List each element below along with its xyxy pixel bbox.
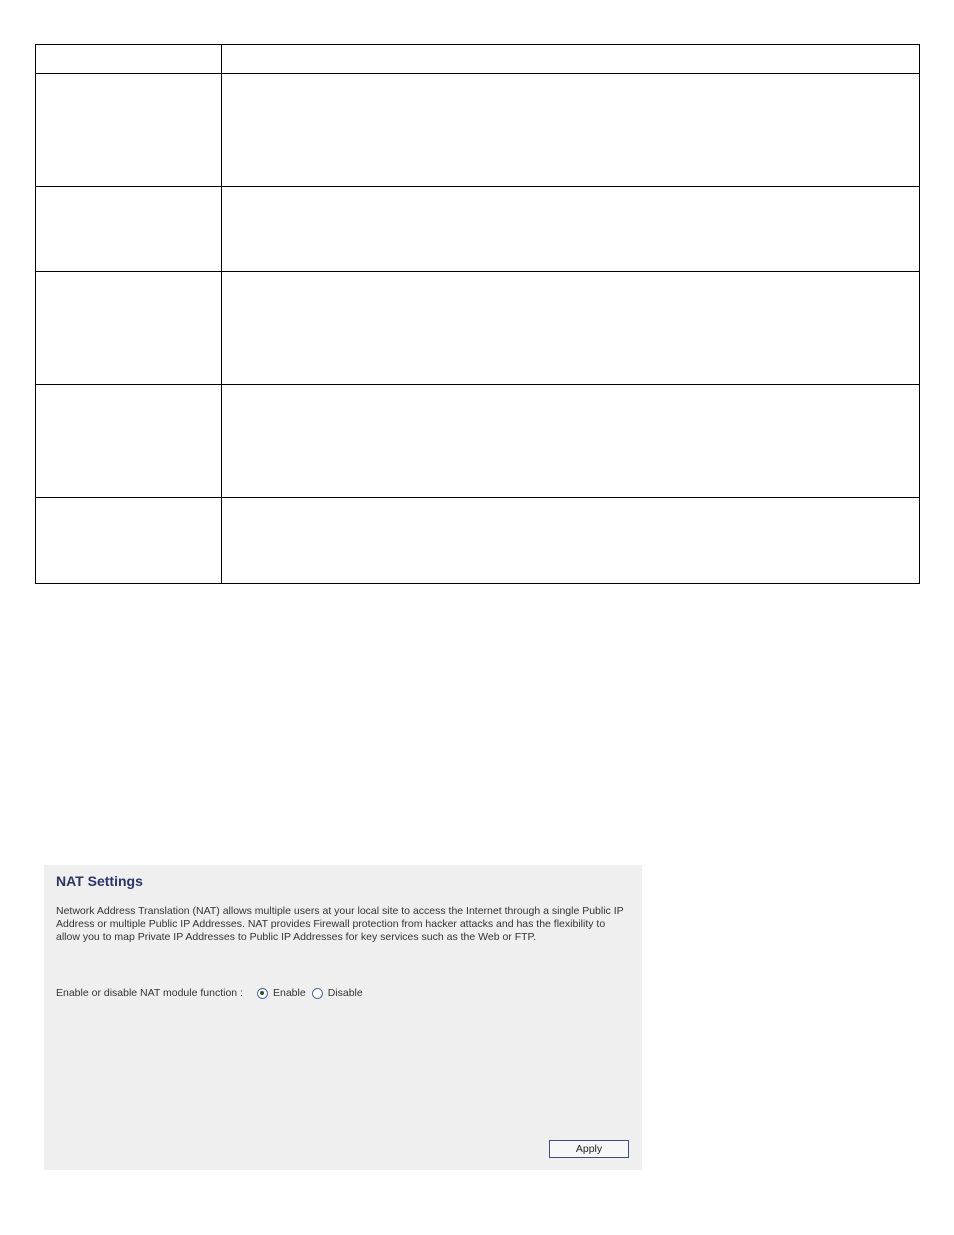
table-row: [36, 272, 920, 385]
table-cell: [36, 498, 222, 584]
nat-settings-panel: [44, 865, 642, 1170]
table-cell: [222, 187, 920, 272]
table-cell: [222, 498, 920, 584]
disable-radio[interactable]: [312, 988, 323, 999]
table-row: [36, 187, 920, 272]
table-cell: [36, 45, 222, 74]
table-row: [36, 498, 920, 584]
table-cell: [222, 74, 920, 187]
table-row: [36, 45, 920, 74]
table-cell: [222, 272, 920, 385]
nat-module-row: [56, 986, 369, 1000]
nat-module-label: Enable or disable NAT module function :: [56, 987, 243, 999]
table-cell: [222, 385, 920, 498]
apply-button[interactable]: Apply: [549, 1140, 629, 1158]
enable-radio[interactable]: [257, 988, 268, 999]
table-cell: [36, 187, 222, 272]
table-row: [36, 74, 920, 187]
table-row: [36, 385, 920, 498]
nat-description: Network Address Translation (NAT) allows multiple users at your local site to access the Internet through a single Public IP Address or multiple Public IP Addresses. NAT provides Firewall protection from hacker attacks and has the flexibility to allow you to map Private IP Addresses to Public IP Addresses for key services such as the Web or FTP.: [56, 905, 624, 943]
empty-bordered-table: [35, 44, 920, 584]
table-cell: [36, 74, 222, 187]
table-cell: [222, 45, 920, 74]
disable-radio-label[interactable]: Disable: [327, 987, 363, 999]
panel-title: NAT Settings: [56, 873, 143, 889]
enable-radio-label[interactable]: Enable: [272, 987, 306, 999]
table-cell: [36, 385, 222, 498]
table-cell: [36, 272, 222, 385]
